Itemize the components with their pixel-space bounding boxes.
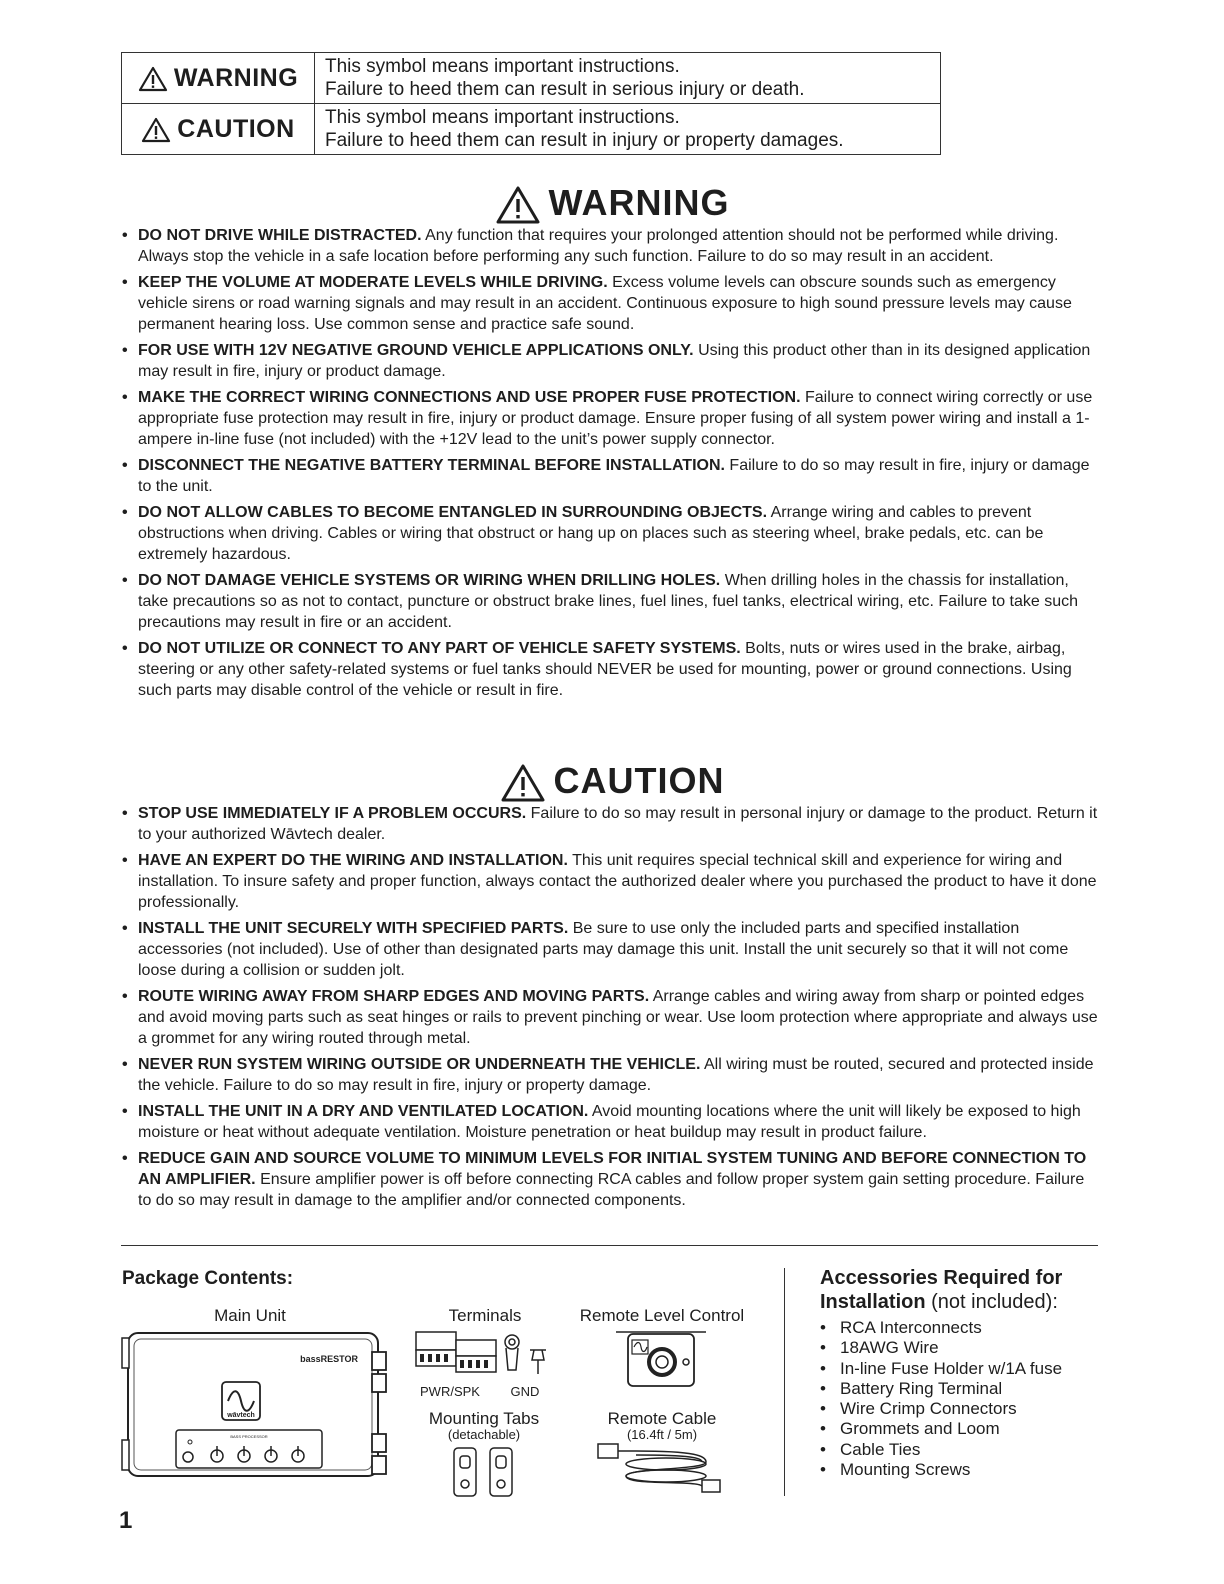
section-divider: [121, 1245, 1098, 1246]
accessories-title-bold: Accessories Required for Installation: [820, 1267, 1063, 1313]
gnd-label: GND: [510, 1384, 540, 1399]
remote-cable-length: (16.4ft / 5m): [626, 1427, 698, 1442]
warning-item-head: DO NOT DRIVE WHILE DISTRACTED.: [138, 227, 422, 244]
legend-warning-line1: This symbol means important instructions.: [325, 56, 680, 77]
accessories-list: [820, 1318, 1062, 1480]
legend-warning-label: WARNING: [173, 63, 299, 92]
main-unit-caption: Main Unit: [214, 1306, 286, 1325]
caution-triangle-icon: [500, 763, 546, 803]
legend-warning-line2: Failure to heed them can result in serious injury or death.: [325, 79, 805, 100]
accessory-item: • Mounting Screws: [820, 1460, 1062, 1480]
warning-item-body: When drilling holes in the chassis for installation, take precautions so as not to contact, puncture or obstruct brake lines, fuel lines, fuel tanks, electrical wiring, etc. Failure to take such precautions may result in fire or an accident.: [138, 572, 1079, 631]
accessory-item: • In-line Fuse Holder w/1A fuse: [820, 1359, 1062, 1379]
warning-triangle-icon: [495, 185, 541, 225]
warning-item: [120, 387, 1100, 450]
remote-level-control-caption: Remote Level Control: [579, 1306, 745, 1325]
accessories-title: [820, 1266, 1110, 1314]
warning-item: [120, 272, 1100, 335]
warning-item: [120, 638, 1100, 701]
remote-cable-illustration: [596, 1440, 726, 1498]
remote-cable-caption: Remote Cable: [607, 1409, 717, 1428]
caution-item: [120, 1054, 1100, 1096]
mounting-tabs-detachable-note: (detachable): [447, 1427, 521, 1442]
warning-item: [120, 570, 1100, 633]
warning-heading: [0, 182, 1224, 225]
legend-row-warning: [122, 53, 941, 104]
warning-item-body: Using this product other than in its designed application may result in fire, injury or product damage.: [138, 342, 1091, 380]
caution-item-body: Avoid mounting locations where the unit will likely be exposed to high moisture or heat without adequate ventilation. Moisture penetration or heat buildup may result in product failure.: [138, 1103, 1081, 1141]
legend-caution-line2: Failure to heed them can result in injury or property damages.: [325, 130, 844, 151]
warning-item-head: DO NOT DAMAGE VEHICLE SYSTEMS OR WIRING WHEN DRILLING HOLES.: [138, 572, 721, 589]
caution-item: [120, 1101, 1100, 1143]
caution-item-body: Failure to do so may result in personal injury or damage to the product. Return it to your authorized Wāvtech dealer.: [138, 805, 1098, 843]
terminals-caption: Terminals: [448, 1306, 522, 1325]
warning-item-body: Bolts, nuts or wires used in the brake, airbag, steering or any other safety-related systems or fuel tanks should NEVER be used for mounting, power or ground connections. Using such parts may disable control of the vehicle or result in fire.: [138, 640, 1072, 699]
warning-title: WARNING: [548, 182, 730, 223]
legend-warning-label-cell: [122, 53, 315, 104]
warning-item-head: KEEP THE VOLUME AT MODERATE LEVELS WHILE DRIVING.: [138, 274, 608, 291]
mounting-tabs-illustration: [448, 1444, 524, 1500]
device-brand-text: bassRESTOR: [300, 1354, 358, 1364]
warning-item-body: Failure to do so may result in fire, injury or damage to the unit.: [138, 457, 1090, 495]
main-unit-illustration: [120, 1330, 392, 1480]
caution-item-head: NEVER RUN SYSTEM WIRING OUTSIDE OR UNDERNEATH THE VEHICLE.: [138, 1056, 701, 1073]
legend-caution-label: CAUTION: [177, 114, 295, 143]
caution-item: [120, 850, 1100, 913]
caution-item: [120, 1148, 1100, 1211]
warning-item: [120, 455, 1100, 497]
warning-item: [120, 502, 1100, 565]
caution-item-head: STOP USE IMMEDIATELY IF A PROBLEM OCCURS.: [138, 805, 527, 822]
legend-row-caution: [122, 104, 941, 155]
warning-item: [120, 340, 1100, 382]
legend-caution-text: [315, 104, 941, 155]
caution-triangle-icon: [141, 117, 171, 143]
legend-caution-label-cell: [122, 104, 315, 155]
package-contents-title: Package Contents:: [122, 1268, 294, 1289]
accessory-item: • Wire Crimp Connectors: [820, 1399, 1062, 1419]
caution-item-body: This unit requires special technical skill and experience for wiring and installation. To insure safety and proper function, always contact the authorized dealer where you purchased the product to have it done professionally.: [138, 852, 1097, 911]
caution-item: [120, 986, 1100, 1049]
caution-item: [120, 803, 1100, 845]
bass-processor-text: BASS PROCESSOR: [230, 1434, 268, 1439]
device-logo-text: wāvtech: [227, 1412, 255, 1419]
accessory-item: • 18AWG Wire: [820, 1338, 1062, 1358]
caution-item-head: REDUCE GAIN AND SOURCE VOLUME TO MINIMUM LEVELS FOR INITIAL SYSTEM TUNING AND BEFORE CONNECTION TO AN AMPLIFIER.: [138, 1150, 1087, 1188]
warning-item-head: DISCONNECT THE NEGATIVE BATTERY TERMINAL BEFORE INSTALLATION.: [138, 457, 725, 474]
caution-item-body: All wiring must be routed, secured and protected inside the vehicle. Failure to do so may result in fire, injury or property damage.: [138, 1056, 1094, 1094]
warning-item-body: Excess volume levels can obscure sounds such as emergency vehicle sirens or road warning signals and may result in an accident. Continuous exposure to high sound pressure levels may cause permanent hearing loss. Use common sense and practice safe sound.: [138, 274, 1072, 333]
warning-item-head: DO NOT UTILIZE OR CONNECT TO ANY PART OF VEHICLE SAFETY SYSTEMS.: [138, 640, 741, 657]
warning-triangle-icon: [138, 66, 168, 92]
caution-heading: [0, 760, 1224, 803]
legend-caution-line1: This symbol means important instructions.: [325, 107, 680, 128]
accessories-title-rest: (not included):: [931, 1291, 1058, 1313]
warning-list: [120, 225, 1100, 706]
terminals-illustration: [412, 1330, 562, 1380]
caution-item-head: INSTALL THE UNIT SECURELY WITH SPECIFIED PARTS.: [138, 920, 569, 937]
accessory-item: • Cable Ties: [820, 1440, 1062, 1460]
accessory-item: • Grommets and Loom: [820, 1419, 1062, 1439]
caution-list: [120, 803, 1100, 1216]
column-divider: [784, 1268, 785, 1496]
warning-item-head: DO NOT ALLOW CABLES TO BECOME ENTANGLED IN SURROUNDING OBJECTS.: [138, 504, 768, 521]
remote-level-control-illustration: [606, 1328, 716, 1390]
warning-item-body: Arrange wiring and cables to prevent obstructions when driving. Cables or wiring that obstruct or hang up on places such as steering wheel, brake pedals, etc. can be extremely hazardous.: [138, 504, 1044, 563]
warning-item-body: Failure to connect wiring correctly or use appropriate fuse protection may result in fire, injury or product damage. Ensure proper fusing of all system power wiring and install a 1-ampere in-line fuse (not included) with the +12V lead to the unit’s power supply connector.: [138, 389, 1093, 448]
warning-item: [120, 225, 1100, 267]
caution-item-head: HAVE AN EXPERT DO THE WIRING AND INSTALLATION.: [138, 852, 568, 869]
accessory-item: • Battery Ring Terminal: [820, 1379, 1062, 1399]
warning-item-body: Any function that requires your prolonged attention should not be performed while driving. Always stop the vehicle in a safe location before performing any such function. Failure to do so may result in an accident.: [138, 227, 1059, 265]
caution-item-head: ROUTE WIRING AWAY FROM SHARP EDGES AND MOVING PARTS.: [138, 988, 650, 1005]
caution-title: CAUTION: [553, 760, 725, 801]
legend-warning-text: [315, 53, 941, 104]
pwr-spk-label: PWR/SPK: [420, 1384, 480, 1399]
mounting-tabs-caption: Mounting Tabs: [428, 1409, 540, 1428]
warning-item-head: MAKE THE CORRECT WIRING CONNECTIONS AND USE PROPER FUSE PROTECTION.: [138, 389, 801, 406]
page-number: 1: [119, 1507, 133, 1534]
symbol-legend-table: [121, 52, 941, 155]
warning-item-head: FOR USE WITH 12V NEGATIVE GROUND VEHICLE APPLICATIONS ONLY.: [138, 342, 694, 359]
caution-item: [120, 918, 1100, 981]
caution-item-body: Ensure amplifier power is off before connecting RCA cables and follow proper system gain setting procedure. Failure to do so may result in damage to the amplifier and/or connected components.: [138, 1171, 1085, 1209]
caution-item-head: INSTALL THE UNIT IN A DRY AND VENTILATED LOCATION.: [138, 1103, 589, 1120]
caution-item-body: Be sure to use only the included parts and specified installation accessories (not included). Use of other than designated parts may damage this unit. Install the unit securely so that it will not come loose during a collision or sudden jolt.: [138, 920, 1069, 979]
accessory-item: • RCA Interconnects: [820, 1318, 1062, 1338]
caution-item-body: Arrange cables and wiring away from sharp or pointed edges and avoid moving parts such as seat hinges or rails to prevent pinching or wear. Use loom protection where appropriate and always use a grommet for any wiring routed through metal.: [138, 988, 1098, 1047]
